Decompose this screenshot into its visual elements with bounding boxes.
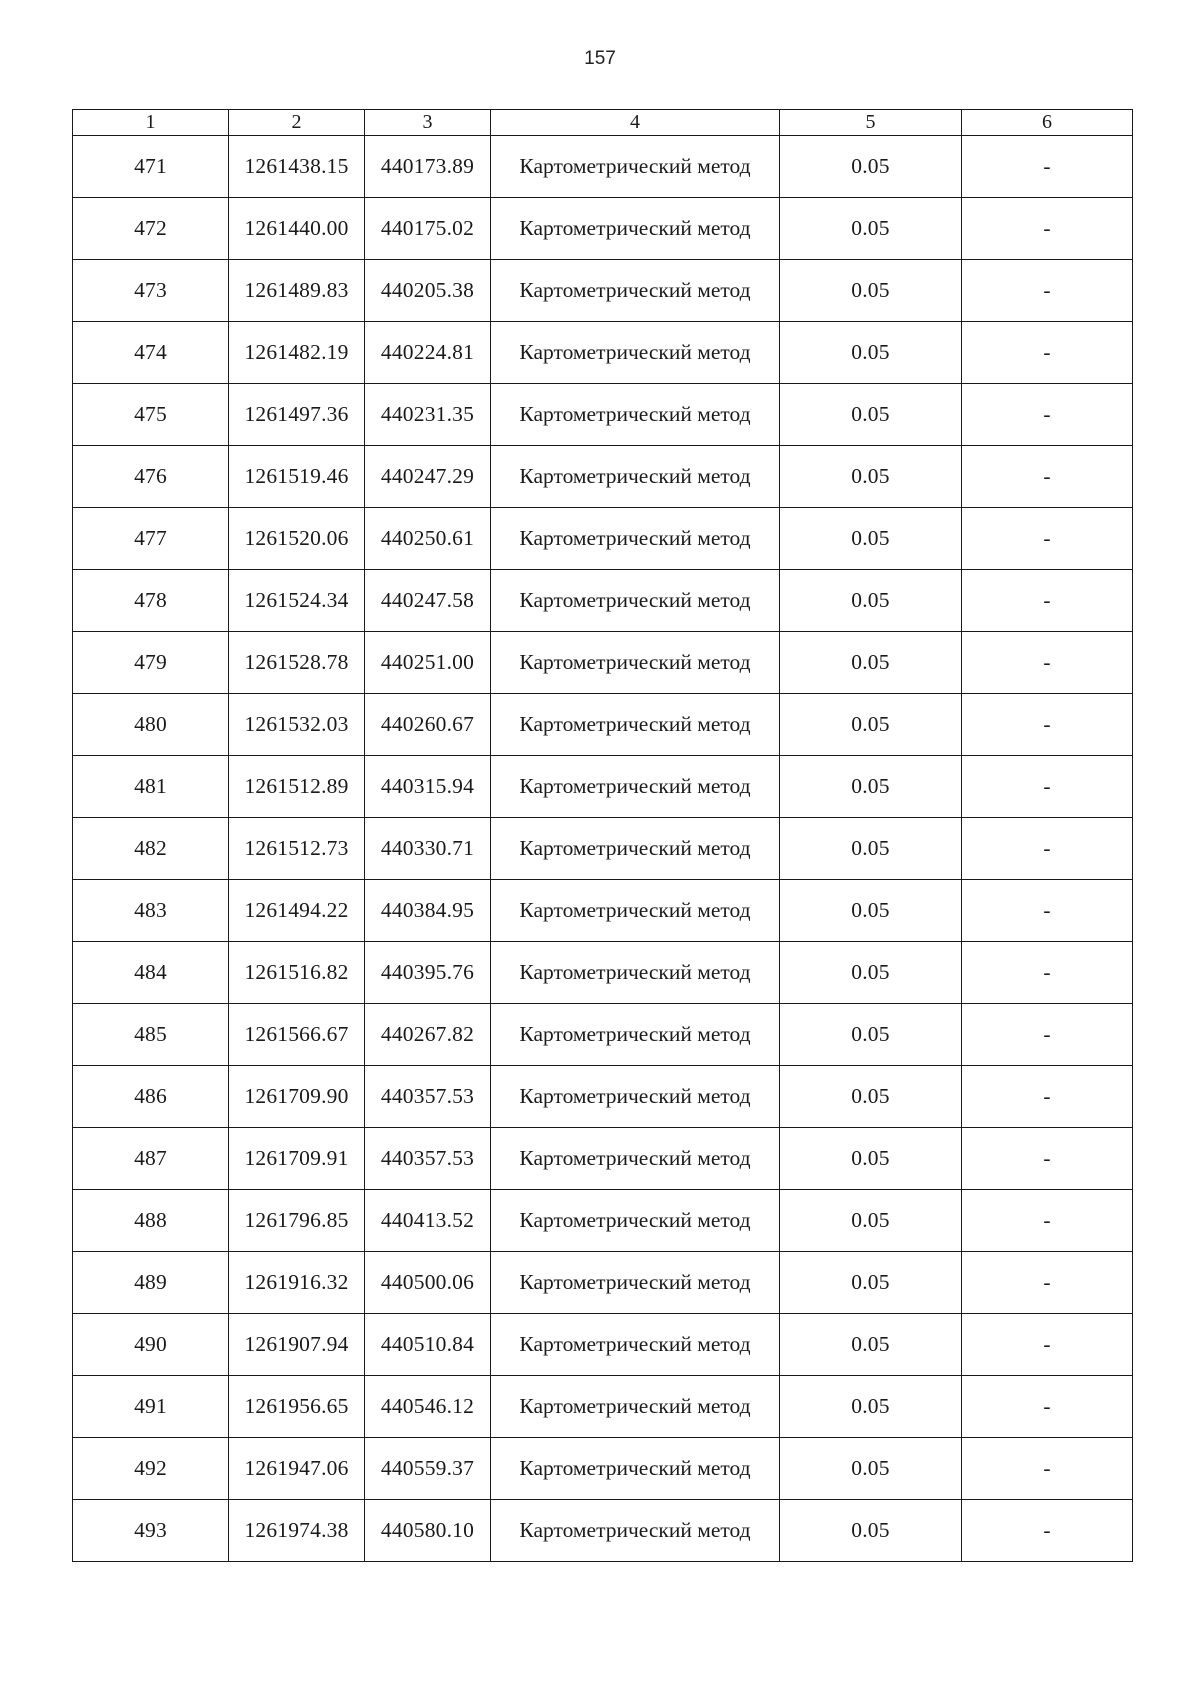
table-row [73, 1128, 1133, 1190]
table-row [73, 756, 1133, 818]
point-number-cell: 471 [73, 136, 229, 198]
accuracy-cell: 0.05 [780, 322, 962, 384]
method-cell: Картометрический метод [491, 1004, 780, 1066]
table-row [73, 1500, 1133, 1562]
point-number-cell: 491 [73, 1376, 229, 1438]
point-number-cell: 480 [73, 694, 229, 756]
table-row [73, 1314, 1133, 1376]
table-row [73, 136, 1133, 198]
table-row [73, 260, 1133, 322]
note-cell: - [962, 632, 1133, 694]
note-cell: - [962, 1438, 1133, 1500]
method-cell: Картометрический метод [491, 694, 780, 756]
point-number-cell: 490 [73, 1314, 229, 1376]
accuracy-cell: 0.05 [780, 880, 962, 942]
method-cell: Картометрический метод [491, 1190, 780, 1252]
y-coordinate-cell: 440260.67 [365, 694, 491, 756]
point-number-cell: 487 [73, 1128, 229, 1190]
table-row [73, 1376, 1133, 1438]
table-row [73, 1004, 1133, 1066]
method-cell: Картометрический метод [491, 756, 780, 818]
accuracy-cell: 0.05 [780, 1252, 962, 1314]
method-cell: Картометрический метод [491, 1376, 780, 1438]
column-header-1: 1 [73, 110, 229, 136]
x-coordinate-cell: 1261956.65 [229, 1376, 365, 1438]
method-cell: Картометрический метод [491, 198, 780, 260]
point-number-cell: 475 [73, 384, 229, 446]
table-row [73, 880, 1133, 942]
coordinates-table [72, 109, 1133, 1562]
point-number-cell: 472 [73, 198, 229, 260]
point-number-cell: 478 [73, 570, 229, 632]
y-coordinate-cell: 440500.06 [365, 1252, 491, 1314]
y-coordinate-cell: 440247.29 [365, 446, 491, 508]
method-cell: Картометрический метод [491, 570, 780, 632]
note-cell: - [962, 136, 1133, 198]
x-coordinate-cell: 1261512.89 [229, 756, 365, 818]
y-coordinate-cell: 440250.61 [365, 508, 491, 570]
y-coordinate-cell: 440357.53 [365, 1066, 491, 1128]
accuracy-cell: 0.05 [780, 818, 962, 880]
note-cell: - [962, 1314, 1133, 1376]
note-cell: - [962, 570, 1133, 632]
point-number-cell: 486 [73, 1066, 229, 1128]
accuracy-cell: 0.05 [780, 632, 962, 694]
x-coordinate-cell: 1261528.78 [229, 632, 365, 694]
y-coordinate-cell: 440247.58 [365, 570, 491, 632]
column-header-4: 4 [491, 110, 780, 136]
point-number-cell: 477 [73, 508, 229, 570]
x-coordinate-cell: 1261907.94 [229, 1314, 365, 1376]
page-number: 157 [584, 48, 616, 69]
method-cell: Картометрический метод [491, 1066, 780, 1128]
x-coordinate-cell: 1261796.85 [229, 1190, 365, 1252]
accuracy-cell: 0.05 [780, 1314, 962, 1376]
note-cell: - [962, 446, 1133, 508]
accuracy-cell: 0.05 [780, 1066, 962, 1128]
point-number-cell: 483 [73, 880, 229, 942]
x-coordinate-cell: 1261519.46 [229, 446, 365, 508]
note-cell: - [962, 942, 1133, 1004]
note-cell: - [962, 260, 1133, 322]
note-cell: - [962, 1066, 1133, 1128]
y-coordinate-cell: 440315.94 [365, 756, 491, 818]
y-coordinate-cell: 440413.52 [365, 1190, 491, 1252]
y-coordinate-cell: 440559.37 [365, 1438, 491, 1500]
note-cell: - [962, 1252, 1133, 1314]
table-row [73, 384, 1133, 446]
accuracy-cell: 0.05 [780, 198, 962, 260]
x-coordinate-cell: 1261974.38 [229, 1500, 365, 1562]
method-cell: Картометрический метод [491, 818, 780, 880]
x-coordinate-cell: 1261482.19 [229, 322, 365, 384]
x-coordinate-cell: 1261947.06 [229, 1438, 365, 1500]
point-number-cell: 492 [73, 1438, 229, 1500]
accuracy-cell: 0.05 [780, 694, 962, 756]
table-row [73, 1066, 1133, 1128]
method-cell: Картометрический метод [491, 942, 780, 1004]
y-coordinate-cell: 440395.76 [365, 942, 491, 1004]
table-header-row [73, 110, 1133, 136]
table-row [73, 1438, 1133, 1500]
accuracy-cell: 0.05 [780, 942, 962, 1004]
note-cell: - [962, 880, 1133, 942]
accuracy-cell: 0.05 [780, 1190, 962, 1252]
y-coordinate-cell: 440175.02 [365, 198, 491, 260]
method-cell: Картометрический метод [491, 1128, 780, 1190]
y-coordinate-cell: 440330.71 [365, 818, 491, 880]
point-number-cell: 489 [73, 1252, 229, 1314]
column-header-6: 6 [962, 110, 1133, 136]
point-number-cell: 488 [73, 1190, 229, 1252]
accuracy-cell: 0.05 [780, 1438, 962, 1500]
accuracy-cell: 0.05 [780, 508, 962, 570]
method-cell: Картометрический метод [491, 1438, 780, 1500]
y-coordinate-cell: 440267.82 [365, 1004, 491, 1066]
y-coordinate-cell: 440546.12 [365, 1376, 491, 1438]
y-coordinate-cell: 440251.00 [365, 632, 491, 694]
note-cell: - [962, 694, 1133, 756]
point-number-cell: 473 [73, 260, 229, 322]
method-cell: Картометрический метод [491, 322, 780, 384]
method-cell: Картометрический метод [491, 1500, 780, 1562]
table-row [73, 694, 1133, 756]
accuracy-cell: 0.05 [780, 756, 962, 818]
method-cell: Картометрический метод [491, 632, 780, 694]
note-cell: - [962, 756, 1133, 818]
point-number-cell: 493 [73, 1500, 229, 1562]
note-cell: - [962, 1004, 1133, 1066]
table-row [73, 446, 1133, 508]
note-cell: - [962, 322, 1133, 384]
note-cell: - [962, 198, 1133, 260]
note-cell: - [962, 384, 1133, 446]
note-cell: - [962, 1128, 1133, 1190]
table-row [73, 942, 1133, 1004]
y-coordinate-cell: 440510.84 [365, 1314, 491, 1376]
note-cell: - [962, 1190, 1133, 1252]
table-row [73, 632, 1133, 694]
column-header-5: 5 [780, 110, 962, 136]
x-coordinate-cell: 1261489.83 [229, 260, 365, 322]
y-coordinate-cell: 440224.81 [365, 322, 491, 384]
table-row [73, 570, 1133, 632]
table-row [73, 1252, 1133, 1314]
note-cell: - [962, 508, 1133, 570]
point-number-cell: 481 [73, 756, 229, 818]
x-coordinate-cell: 1261516.82 [229, 942, 365, 1004]
table-row [73, 198, 1133, 260]
accuracy-cell: 0.05 [780, 1128, 962, 1190]
accuracy-cell: 0.05 [780, 136, 962, 198]
y-coordinate-cell: 440231.35 [365, 384, 491, 446]
point-number-cell: 485 [73, 1004, 229, 1066]
accuracy-cell: 0.05 [780, 384, 962, 446]
accuracy-cell: 0.05 [780, 1376, 962, 1438]
table-body [73, 136, 1133, 1562]
x-coordinate-cell: 1261440.00 [229, 198, 365, 260]
accuracy-cell: 0.05 [780, 570, 962, 632]
table-row [73, 818, 1133, 880]
column-header-3: 3 [365, 110, 491, 136]
x-coordinate-cell: 1261532.03 [229, 694, 365, 756]
point-number-cell: 474 [73, 322, 229, 384]
column-header-2: 2 [229, 110, 365, 136]
y-coordinate-cell: 440384.95 [365, 880, 491, 942]
method-cell: Картометрический метод [491, 1252, 780, 1314]
method-cell: Картометрический метод [491, 260, 780, 322]
x-coordinate-cell: 1261520.06 [229, 508, 365, 570]
accuracy-cell: 0.05 [780, 446, 962, 508]
x-coordinate-cell: 1261438.15 [229, 136, 365, 198]
point-number-cell: 476 [73, 446, 229, 508]
accuracy-cell: 0.05 [780, 1500, 962, 1562]
accuracy-cell: 0.05 [780, 1004, 962, 1066]
table-row [73, 322, 1133, 384]
x-coordinate-cell: 1261709.90 [229, 1066, 365, 1128]
x-coordinate-cell: 1261497.36 [229, 384, 365, 446]
method-cell: Картометрический метод [491, 880, 780, 942]
method-cell: Картометрический метод [491, 446, 780, 508]
note-cell: - [962, 1376, 1133, 1438]
y-coordinate-cell: 440357.53 [365, 1128, 491, 1190]
accuracy-cell: 0.05 [780, 260, 962, 322]
note-cell: - [962, 1500, 1133, 1562]
y-coordinate-cell: 440205.38 [365, 260, 491, 322]
x-coordinate-cell: 1261916.32 [229, 1252, 365, 1314]
y-coordinate-cell: 440173.89 [365, 136, 491, 198]
x-coordinate-cell: 1261709.91 [229, 1128, 365, 1190]
point-number-cell: 482 [73, 818, 229, 880]
method-cell: Картометрический метод [491, 1314, 780, 1376]
point-number-cell: 484 [73, 942, 229, 1004]
method-cell: Картометрический метод [491, 508, 780, 570]
method-cell: Картометрический метод [491, 384, 780, 446]
table-row [73, 1190, 1133, 1252]
x-coordinate-cell: 1261512.73 [229, 818, 365, 880]
method-cell: Картометрический метод [491, 136, 780, 198]
point-number-cell: 479 [73, 632, 229, 694]
note-cell: - [962, 818, 1133, 880]
x-coordinate-cell: 1261524.34 [229, 570, 365, 632]
x-coordinate-cell: 1261566.67 [229, 1004, 365, 1066]
table-row [73, 508, 1133, 570]
y-coordinate-cell: 440580.10 [365, 1500, 491, 1562]
x-coordinate-cell: 1261494.22 [229, 880, 365, 942]
